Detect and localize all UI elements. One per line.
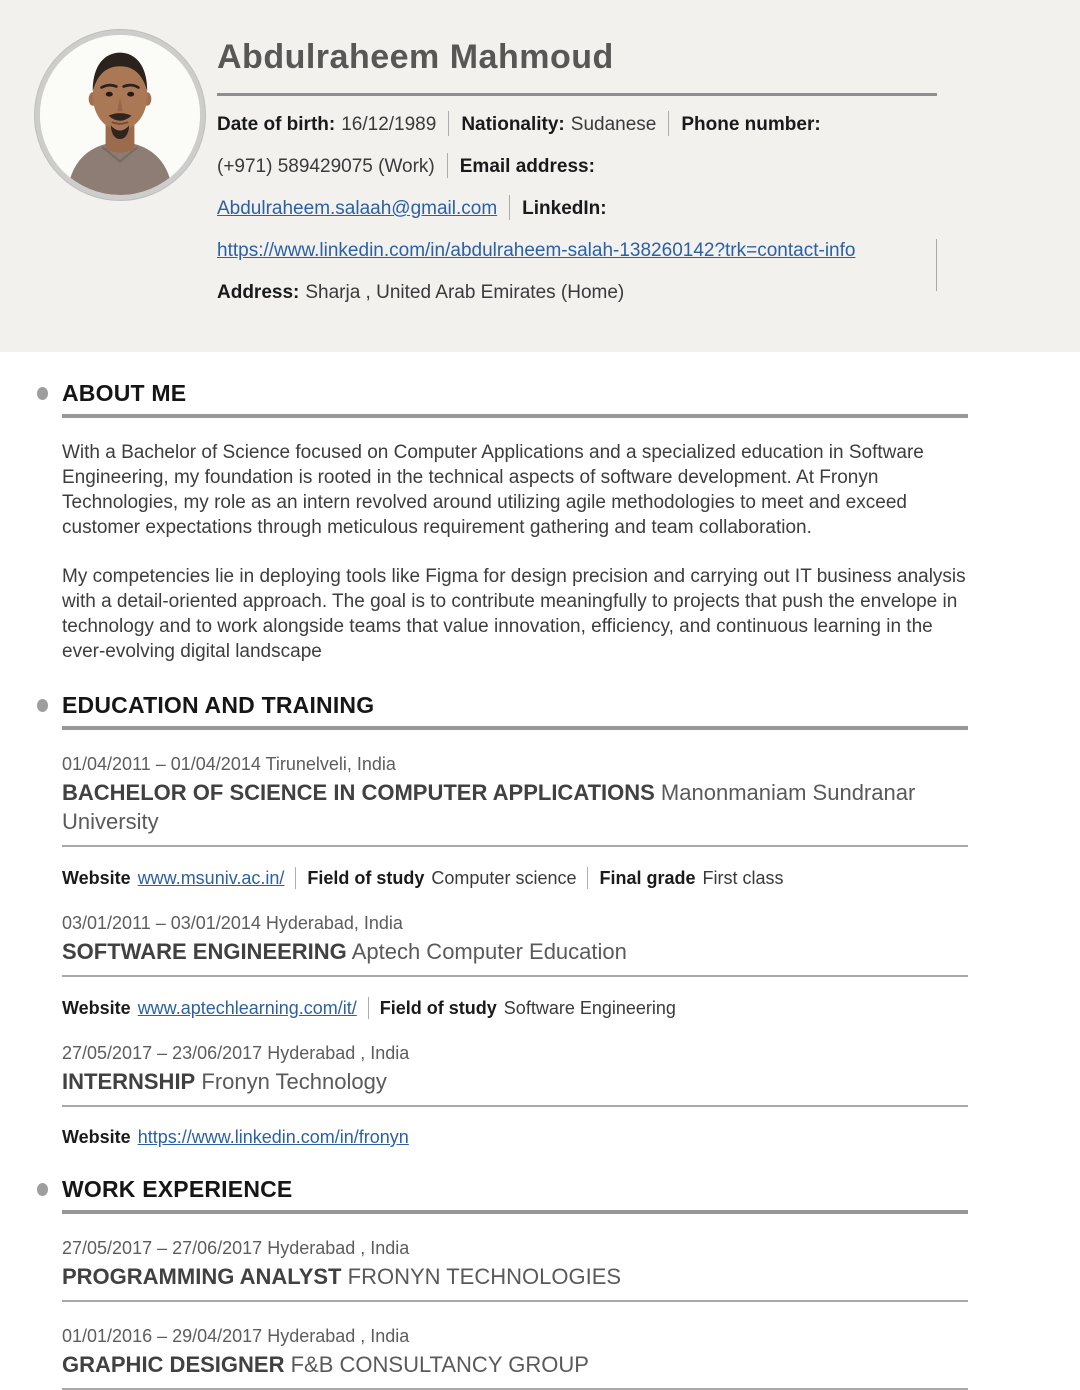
field-separator [668, 111, 669, 136]
section-divider [62, 726, 968, 730]
entry-divider [62, 1300, 968, 1302]
entry-divider [62, 1105, 968, 1107]
contact-row-2 [217, 153, 937, 180]
about-heading: ABOUT ME [62, 380, 187, 406]
nationality-value: Sudanese [570, 114, 657, 135]
field-separator [447, 153, 448, 178]
entry-date-location: 01/04/2011 – 01/04/2014 Tirunelveli, India [62, 754, 396, 774]
name-divider [217, 93, 937, 96]
field-of-study-value: Computer science [431, 868, 577, 888]
entry-title [62, 937, 968, 966]
work-heading: WORK EXPERIENCE [62, 1176, 293, 1202]
section-divider [62, 414, 968, 418]
profile-photo [35, 30, 205, 200]
website-link[interactable]: https://www.linkedin.com/in/fronyn [137, 1127, 409, 1147]
entry-date-location: 27/05/2017 – 23/06/2017 Hyderabad , India [62, 1043, 410, 1063]
cv-body [0, 380, 968, 1390]
education-entry-2 [62, 913, 968, 1019]
field-of-study-label: Field of study [379, 998, 497, 1018]
field-separator [587, 867, 588, 889]
entry-title [62, 1067, 968, 1096]
degree-title: SOFTWARE ENGINEERING [62, 939, 347, 964]
linkedin-link[interactable]: https://www.linkedin.com/in/abdulraheem-salah-138260142?trk=contact-info [217, 240, 856, 261]
nationality-label: Nationality: [461, 114, 565, 135]
field-separator [936, 239, 937, 291]
final-grade-value: First class [702, 868, 784, 888]
dob-value: 16/12/1989 [341, 114, 437, 135]
address-value: Sharja , United Arab Emirates (Home) [305, 282, 625, 303]
header [0, 0, 1080, 352]
final-grade-label: Final grade [599, 868, 696, 888]
entry-date-location: 01/01/2016 – 29/04/2017 Hyderabad , India [62, 1326, 410, 1346]
dob-label: Date of birth: [217, 114, 336, 135]
entry-divider [62, 845, 968, 847]
entry-divider [62, 975, 968, 977]
institution-name: Manonmaniam Sundranar University [62, 780, 916, 834]
entry-details [62, 867, 968, 889]
phone-label: Phone number: [681, 114, 821, 135]
field-separator [368, 997, 369, 1019]
entry-details [62, 1127, 968, 1148]
address-label: Address: [217, 282, 300, 303]
contact-row-1 [217, 111, 937, 138]
section-divider [62, 1210, 968, 1214]
contact-row-3 [217, 195, 937, 222]
section-education [62, 692, 968, 1148]
education-heading-row [62, 692, 968, 730]
education-entry-3 [62, 1043, 968, 1148]
section-work [62, 1176, 968, 1390]
degree-title: BACHELOR OF SCIENCE IN COMPUTER APPLICATIONS [62, 780, 655, 805]
section-bullet-icon [37, 699, 48, 712]
institution-name: Fronyn Technology [201, 1069, 387, 1094]
website-label: Website [62, 998, 131, 1018]
degree-title: INTERNSHIP [62, 1069, 196, 1094]
entry-date-location: 03/01/2011 – 03/01/2014 Hyderabad, India [62, 913, 403, 933]
section-about [62, 380, 968, 664]
work-entry-1 [62, 1238, 968, 1302]
contact-row-4 [217, 237, 937, 264]
education-heading: EDUCATION AND TRAINING [62, 692, 375, 718]
header-main [217, 30, 939, 306]
phone-value: (+971) 589429075 (Work) [217, 156, 435, 177]
field-of-study-label: Field of study [307, 868, 425, 888]
section-bullet-icon [37, 1183, 48, 1196]
entry-details [62, 997, 968, 1019]
work-entry-2 [62, 1326, 968, 1390]
avatar-illustration [40, 35, 200, 195]
entry-title [62, 1262, 968, 1291]
website-link[interactable]: www.aptechlearning.com/it/ [137, 998, 357, 1018]
field-of-study-value: Software Engineering [503, 998, 676, 1018]
contact-row-5 [217, 279, 937, 306]
section-bullet-icon [37, 387, 48, 400]
job-title: GRAPHIC DESIGNER [62, 1352, 285, 1377]
institution-name: Aptech Computer Education [351, 939, 627, 964]
company-name: FRONYN TECHNOLOGIES [347, 1264, 622, 1289]
about-paragraph-1: With a Bachelor of Science focused on Computer Applications and a specialized education in Software Engineering, my foundation is rooted in the technical aspects of software development. At Fronyn Technologies, my role as an intern revolved around utilizing agile methodologies to meet and exceed customer expectations through meticulous requirement gathering and team collaboration. [62, 442, 924, 538]
education-entry-1 [62, 754, 968, 889]
job-title: PROGRAMMING ANALYST [62, 1264, 342, 1289]
website-label: Website [62, 868, 131, 888]
about-heading-row [62, 380, 968, 418]
email-link[interactable]: Abdulraheem.salaah@gmail.com [217, 198, 498, 219]
field-separator [295, 867, 296, 889]
linkedin-label: LinkedIn: [522, 198, 607, 219]
field-separator [509, 195, 510, 220]
website-link[interactable]: www.msuniv.ac.in/ [137, 868, 285, 888]
entry-title [62, 778, 968, 836]
person-name: Abdulraheem Mahmoud [217, 38, 614, 76]
email-label: Email address: [459, 156, 595, 177]
about-paragraph-2: My competencies lie in deploying tools like Figma for design precision and carrying out IT business analysis with a detail-oriented approach. The goal is to contribute meaningfully to projects that push the envelope in technology and to work alongside teams that value innovation, efficiency, and continuous learning in the ever-evolving digital landscape [62, 566, 966, 662]
field-separator [448, 111, 449, 136]
contact-info [217, 111, 939, 306]
website-label: Website [62, 1127, 131, 1147]
entry-date-location: 27/05/2017 – 27/06/2017 Hyderabad , India [62, 1238, 410, 1258]
entry-title [62, 1350, 968, 1379]
company-name: F&B CONSULTANCY GROUP [290, 1352, 589, 1377]
work-heading-row [62, 1176, 968, 1214]
